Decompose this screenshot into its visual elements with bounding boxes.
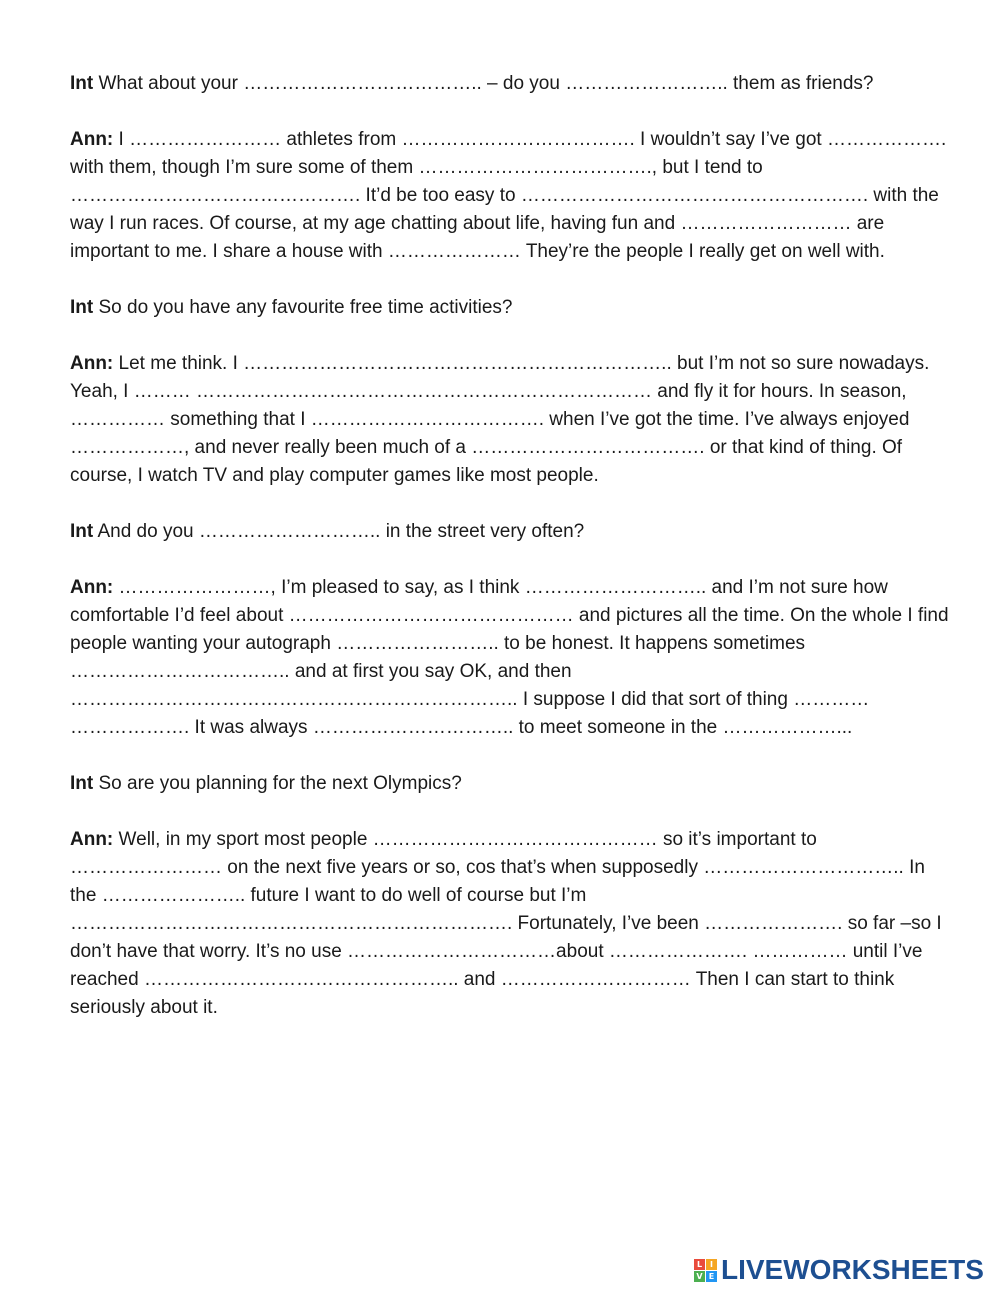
speaker-label: Int xyxy=(70,297,94,318)
speaker-label: Ann: xyxy=(70,129,114,150)
line-text: So do you have any favourite free time activities? xyxy=(98,297,513,318)
speaker-label: Ann: xyxy=(70,829,114,850)
dialogue-line-8 xyxy=(70,826,956,1022)
logo-icon xyxy=(694,1259,717,1282)
dialogue-line-4 xyxy=(70,350,956,490)
logo-letter: E xyxy=(706,1271,717,1282)
logo-wordmark: LIVEWORKSHEETS xyxy=(721,1254,984,1285)
dialogue-line-1 xyxy=(70,70,956,98)
speaker-label: Int xyxy=(70,73,94,94)
line-text: And do you ……………………….. in the street very often? xyxy=(97,521,585,542)
dialogue-line-3 xyxy=(70,294,956,322)
line-text: I …………………… athletes from ………………………………. I wouldn’t say I’ve got ………………. with them, though I’m sure some of them ………………………………., but I tend to ………………………………………. It’d be too easy to ………………………………………………. with the way I run races. Of course, at my age chatting about life, having fun and ……………………… are important to me. I share a house with ………………… They’re the people I really get on well with. xyxy=(70,129,947,262)
speaker-label: Int xyxy=(70,773,94,794)
dialogue-line-7 xyxy=(70,770,956,798)
speaker-label: Ann: xyxy=(70,577,114,598)
logo-letter: L xyxy=(694,1259,705,1270)
line-text: So are you planning for the next Olympics? xyxy=(98,773,462,794)
speaker-label: Int xyxy=(70,521,94,542)
logo-letter: V xyxy=(694,1271,705,1282)
line-text: What about your ……………………………….. – do you …………………….. them as friends? xyxy=(98,73,874,94)
dialogue-line-2 xyxy=(70,126,956,266)
speaker-label: Ann: xyxy=(70,353,114,374)
dialogue-line-5 xyxy=(70,518,956,546)
line-text: Well, in my sport most people ……………………………………… so it’s important to …………………… on the next five years or so, cos that’s when supposedly ………………………….. In the ………………….. future I want to do well of course but I’m ……………………………………………………………. Fortunately, I’ve been …………………. so far –so I don’t have that worry. It’s no use ……………………………about …………………. …………… until I’ve reached ………………………………………….. and ………………………… Then I can start to think seriously about it. xyxy=(70,829,942,1018)
line-text: ……………………, I’m pleased to say, as I think ……………………….. and I’m not sure how comfortable I’d feel about ……………………………………… and pictures all the time. On the whole I find people wanting your autograph …………………….. to be honest. It happens sometimes …………………………….. and at first you say OK, and then …………………………………………………………….. I suppose I did that sort of thing ………… ………………. It was always ………………………….. to meet someone in the ………………... xyxy=(70,577,949,738)
worksheet-text xyxy=(70,70,956,1050)
line-text: Let me think. I ………………………………………………………….. but I’m not so sure nowadays. Yeah, I ……… ……………………………………………………………… and fly it for hours. In season, …………… something that I ………………………………. when I’ve got the time. I’ve always enjoyed ………………, and never really been much of a ………………………………. or that kind of thing. Of course, I watch TV and play computer games like most people. xyxy=(70,353,930,486)
liveworksheets-logo xyxy=(694,1254,984,1286)
dialogue-line-6 xyxy=(70,574,956,742)
logo-letter: I xyxy=(706,1259,717,1270)
